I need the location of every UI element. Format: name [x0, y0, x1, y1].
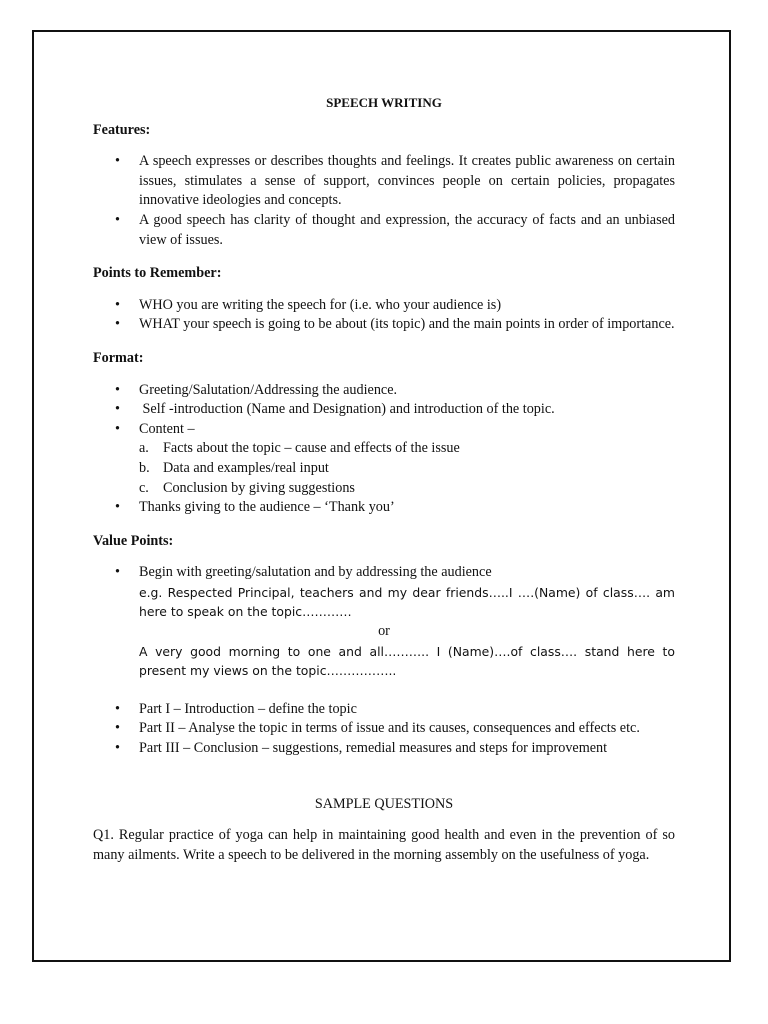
parts-list	[93, 700, 675, 759]
sub-item-label: a.	[139, 440, 149, 457]
list-item: • Begin with greeting/salutation and by addressing the audience	[93, 563, 675, 583]
example-greeting-2: A very good morning to one and all……….. I (Name)….of class…. stand here to present my views on the topic……………..	[139, 643, 675, 679]
format-heading: Format:	[93, 349, 144, 366]
list-item: • Greeting/Salutation/Addressing the audience.	[93, 381, 675, 401]
sub-item-label: b.	[139, 459, 150, 476]
list-item: • WHAT your speech is going to be about (its topic) and the main points in order of importance.	[93, 315, 675, 335]
sample-questions-heading: SAMPLE QUESTIONS	[314, 795, 454, 812]
list-item: • Thanks giving to the audience – ‘Thank you’	[93, 498, 675, 518]
sub-item-text: Data and examples/real input	[163, 459, 329, 476]
value-points-heading: Value Points:	[93, 532, 174, 549]
list-item: • A speech expresses or describes thoughts and feelings. It creates public awareness on certain issues, stimulates a sense of support, convinces people on certain policies, propagates innovative ideologies and concepts.	[93, 152, 675, 211]
list-item: • A good speech has clarity of thought and expression, the accuracy of facts and an unbiased view of issues.	[93, 211, 675, 250]
points-heading: Points to Remember:	[93, 265, 222, 282]
sample-question-1: Q1. Regular practice of yoga can help in maintaining good health and even in the prevention of so many ailments. Write a speech to be delivered in the morning assembly on the usefulness of yoga.	[93, 827, 675, 863]
list-item: • Part III – Conclusion – suggestions, remedial measures and steps for improvement	[93, 739, 675, 759]
sub-item-text: Conclusion by giving suggestions	[163, 479, 355, 496]
example-greeting-1: e.g. Respected Principal, teachers and my dear friends…..I ….(Name) of class…. am here to speak on the topic…………	[139, 584, 675, 620]
value-points-list	[93, 563, 675, 583]
format-sublist	[93, 439, 675, 498]
sub-item-label: c.	[139, 479, 149, 496]
sub-item-text: Facts about the topic – cause and effects of the issue	[163, 440, 460, 457]
features-heading: Features:	[93, 121, 151, 138]
list-item: • WHO you are writing the speech for (i.e. who your audience is)	[93, 296, 675, 316]
list-item: • Part II – Analyse the topic in terms of issue and its causes, consequences and effects etc.	[93, 719, 675, 739]
document-title: SPEECH WRITING	[326, 95, 442, 110]
list-item	[93, 479, 675, 499]
format-list-end	[93, 498, 675, 518]
points-list	[93, 296, 675, 335]
or-separator: or	[378, 623, 390, 640]
list-item: • Content –	[93, 420, 675, 440]
format-list	[93, 381, 675, 440]
list-item	[93, 459, 675, 479]
list-item: • Part I – Introduction – define the topic	[93, 700, 675, 720]
list-item: • Self -introduction (Name and Designation) and introduction of the topic.	[93, 400, 675, 420]
features-list	[93, 152, 675, 250]
list-item	[93, 439, 675, 459]
document-body	[93, 93, 675, 865]
